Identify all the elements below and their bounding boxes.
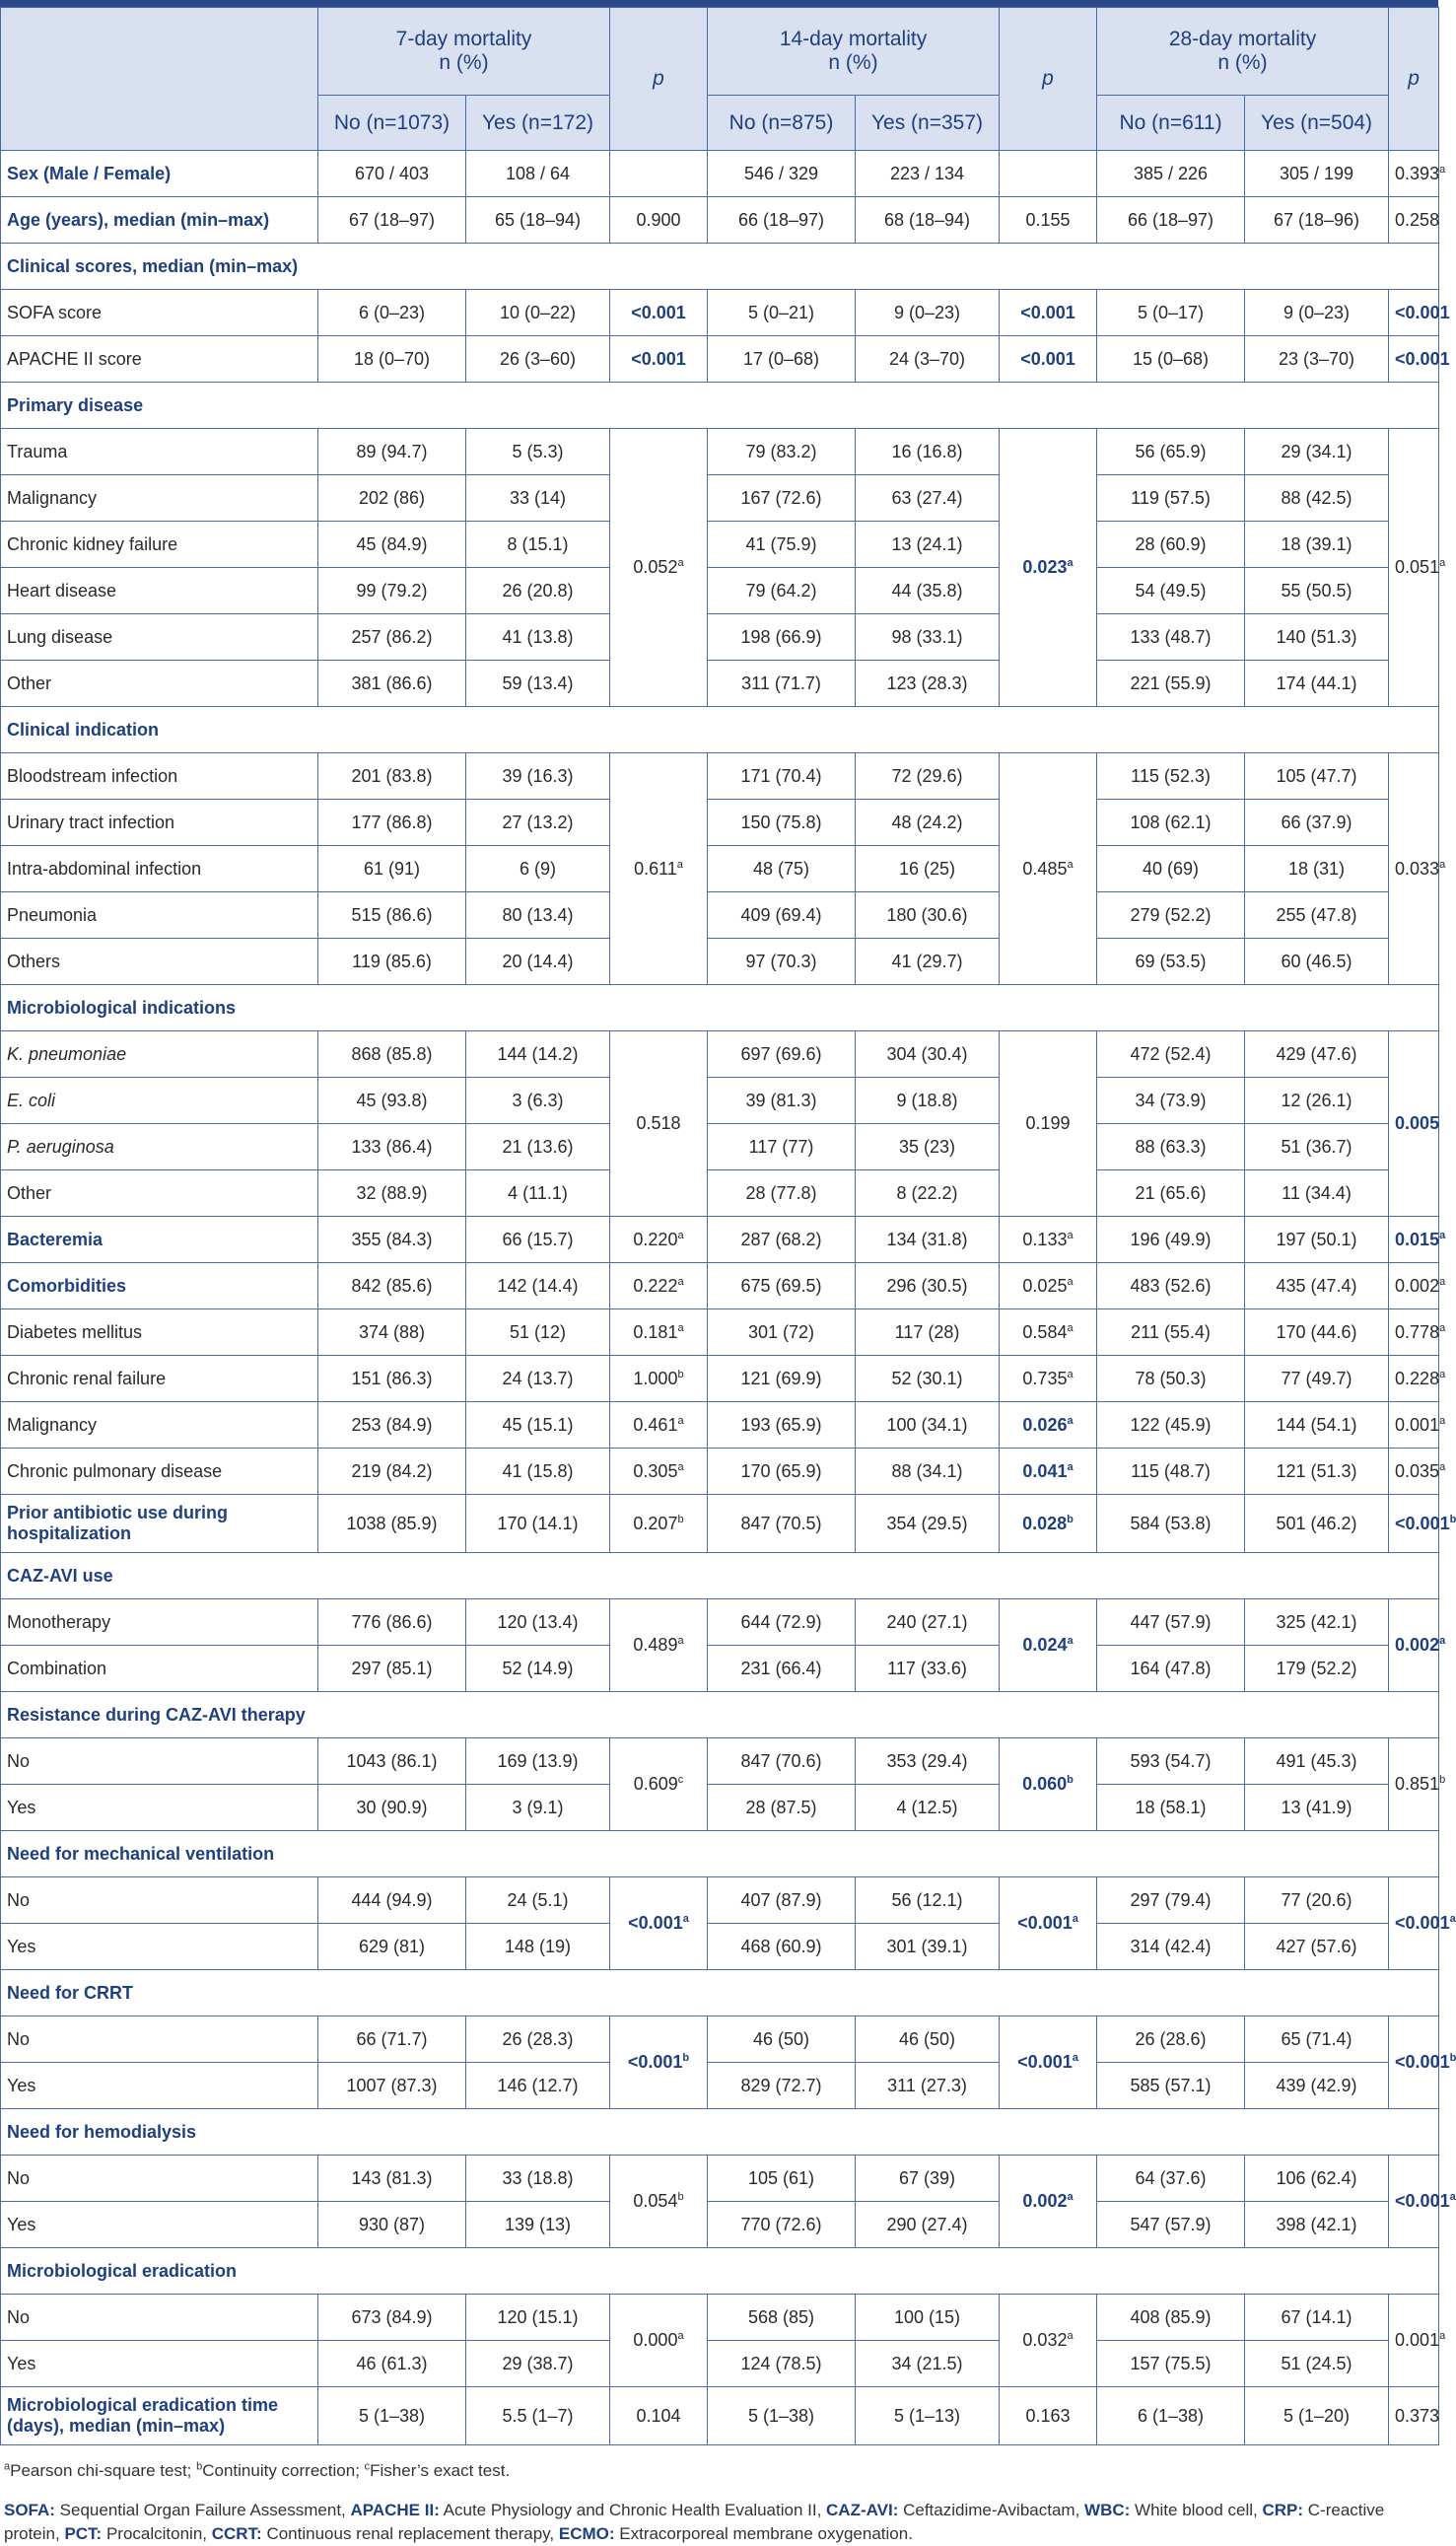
table-row: SOFA score 6 (0–23) 10 (0–22) <0.001 5 (0–21) 9 (0–23) <0.001 5 (0–17) 9 (0–23) <0.001 [1, 290, 1439, 336]
top-accent-bar [0, 0, 1438, 7]
table-row: Combination 297 (85.1) 52 (14.9) 231 (66.4) 117 (33.6) 164 (47.8) 179 (52.2) [1, 1646, 1439, 1692]
header-28day: 28-day mortality n (%) [1097, 8, 1389, 96]
table-row: Others 119 (85.6) 20 (14.4) 97 (70.3) 41 (29.7) 69 (53.5) 60 (46.5) [1, 939, 1439, 985]
table-row: Yes 629 (81) 148 (19) 468 (60.9) 301 (39.1) 314 (42.4) 427 (57.6) [1, 1924, 1439, 1970]
table-row: Other 381 (86.6) 59 (13.4) 311 (71.7) 123 (28.3) 221 (55.9) 174 (44.1) [1, 661, 1439, 707]
header-p28: p [1389, 8, 1439, 151]
table-row: Yes 1007 (87.3) 146 (12.7) 829 (72.7) 311 (27.3) 585 (57.1) 439 (42.9) [1, 2063, 1439, 2109]
header-no28: No (n=611) [1097, 96, 1245, 151]
table-row: Yes 930 (87) 139 (13) 770 (72.6) 290 (27.4) 547 (57.9) 398 (42.1) [1, 2202, 1439, 2248]
table-row: Chronic kidney failure 45 (84.9) 8 (15.1) 41 (75.9) 13 (24.1) 28 (60.9) 18 (39.1) [1, 522, 1439, 568]
section-row: CAZ-AVI use [1, 1553, 1439, 1599]
section-row: Microbiological indications [1, 985, 1439, 1031]
header-blank [1, 8, 318, 151]
table-row: Yes 46 (61.3) 29 (38.7) 124 (78.5) 34 (21.5) 157 (75.5) 51 (24.5) [1, 2341, 1439, 2387]
header-yes7: Yes (n=172) [466, 96, 610, 151]
table-row: Trauma 89 (94.7) 5 (5.3) 0.052$^a$ 79 (83.2) 16 (16.8) 0.023$^a$ 56 (65.9) 29 (34.1) 0.051$^a$ [1, 429, 1439, 475]
table-row: E. coli 45 (93.8) 3 (6.3) 39 (81.3) 9 (18.8) 34 (73.9) 12 (26.1) [1, 1078, 1439, 1124]
abbreviations-footnote: SOFA: Sequential Organ Failure Assessment, APACHE II: Acute Physiology and Chronic Health Evaluation II, CAZ-AVI: Ceftazidime-Avibactam, WBC: White blood cell, CRP: C-reactive protein, PCT: Procalcitonin, CCRT: Continuous renal replacement therapy, ECMO: Extracorporeal membrane oxygenation. [4, 2501, 1385, 2543]
table-row: Pneumonia 515 (86.6) 80 (13.4) 409 (69.4) 180 (30.6) 279 (52.2) 255 (47.8) [1, 892, 1439, 939]
table-row: Chronic renal failure 151 (86.3) 24 (13.7) 1.000$^b$ 121 (69.9) 52 (30.1) 0.735$^a$ 78 (50.3) 77 (49.7) 0.228$^a$ [1, 1356, 1439, 1402]
section-row: Need for CRRT [1, 1970, 1439, 2016]
table-row: K. pneumoniae 868 (85.8) 144 (14.2) 0.518 697 (69.6) 304 (30.4) 0.199 472 (52.4) 429 (47.6) 0.005 [1, 1031, 1439, 1078]
table-row: No 66 (71.7) 26 (28.3) <0.001$^b$ 46 (50) 46 (50) <0.001$^a$ 26 (28.6) 65 (71.4) <0.001$^b$ [1, 2016, 1439, 2063]
header-yes28: Yes (n=504) [1245, 96, 1389, 151]
table-row: Comorbidities 842 (85.6) 142 (14.4) 0.222$^a$ 675 (69.5) 296 (30.5) 0.025$^a$ 483 (52.6) 435 (47.4) 0.002$^a$ [1, 1263, 1439, 1309]
section-row: Resistance during CAZ-AVI therapy [1, 1692, 1439, 1738]
test-footnote: $^a$Pearson chi-square test; $^b$Continuity correction; $^c$Fisher’s exact test. [4, 2460, 511, 2480]
table-row: Chronic pulmonary disease 219 (84.2) 41 (15.8) 0.305$^a$ 170 (65.9) 88 (34.1) 0.041$^a$ 115 (48.7) 121 (51.3) 0.035$^a$ [1, 1449, 1439, 1495]
table-row: Other 32 (88.9) 4 (11.1) 28 (77.8) 8 (22.2) 21 (65.6) 11 (34.4) [1, 1170, 1439, 1217]
section-row: Microbiological eradication [1, 2248, 1439, 2295]
table-row: P. aeruginosa 133 (86.4) 21 (13.6) 117 (77) 35 (23) 88 (63.3) 51 (36.7) [1, 1124, 1439, 1170]
table-row: Prior antibiotic use during hospitalization 1038 (85.9) 170 (14.1) 0.207$^b$ 847 (70.5) 354 (29.5) 0.028$^b$ 584 (53.8) 501 (46.2) <0.001$^b$ [1, 1495, 1439, 1553]
header-no7: No (n=1073) [318, 96, 466, 151]
table-row: Yes 30 (90.9) 3 (9.1) 28 (87.5) 4 (12.5) 18 (58.1) 13 (41.9) [1, 1785, 1439, 1831]
table-row: Sex (Male / Female) 670 / 403 108 / 64 546 / 329 223 / 134 385 / 226 305 / 199 0.393$^a$ [1, 151, 1439, 197]
table-row: Microbiological eradication time (days), median (min–max) 5 (1–38) 5.5 (1–7) 0.104 5 (1–38) 5 (1–13) 0.163 6 (1–38) 5 (1–20) 0.373 [1, 2387, 1439, 2445]
table-row: Urinary tract infection 177 (86.8) 27 (13.2) 150 (75.8) 48 (24.2) 108 (62.1) 66 (37.9) [1, 800, 1439, 846]
table-row: Diabetes mellitus 374 (88) 51 (12) 0.181$^a$ 301 (72) 117 (28) 0.584$^a$ 211 (55.4) 170 (44.6) 0.778$^a$ [1, 1309, 1439, 1356]
table-row: Intra-abdominal infection 61 (91) 6 (9) 48 (75) 16 (25) 40 (69) 18 (31) [1, 846, 1439, 892]
header-7day: 7-day mortality n (%) [318, 8, 610, 96]
table-row: Malignancy 253 (84.9) 45 (15.1) 0.461$^a$ 193 (65.9) 100 (34.1) 0.026$^a$ 122 (45.9) 144 (54.1) 0.001$^a$ [1, 1402, 1439, 1449]
section-row: Clinical scores, median (min–max) [1, 244, 1439, 290]
table-row: No 1043 (86.1) 169 (13.9) 0.609$^c$ 847 (70.6) 353 (29.4) 0.060$^b$ 593 (54.7) 491 (45.3) 0.851$^b$ [1, 1738, 1439, 1785]
section-row: Need for hemodialysis [1, 2109, 1439, 2156]
table-row: Age (years), median (min–max) 67 (18–97) 65 (18–94) 0.900 66 (18–97) 68 (18–94) 0.155 66 (18–97) 67 (18–96) 0.258 [1, 197, 1439, 244]
table-row: No 143 (81.3) 33 (18.8) 0.054$^b$ 105 (61) 67 (39) 0.002$^a$ 64 (37.6) 106 (62.4) <0.001$^a$ [1, 2156, 1439, 2202]
header-14day: 14-day mortality n (%) [708, 8, 1000, 96]
table-row: APACHE II score 18 (0–70) 26 (3–60) <0.001 17 (0–68) 24 (3–70) <0.001 15 (0–68) 23 (3–70) <0.001 [1, 336, 1439, 383]
table-row: Bacteremia 355 (84.3) 66 (15.7) 0.220$^a$ 287 (68.2) 134 (31.8) 0.133$^a$ 196 (49.9) 197 (50.1) 0.015$^a$ [1, 1217, 1439, 1263]
table-row: Malignancy 202 (86) 33 (14) 167 (72.6) 63 (27.4) 119 (57.5) 88 (42.5) [1, 475, 1439, 522]
table-row: Lung disease 257 (86.2) 41 (13.8) 198 (66.9) 98 (33.1) 133 (48.7) 140 (51.3) [1, 614, 1439, 661]
table-row: Bloodstream infection 201 (83.8) 39 (16.3) 0.611$^a$ 171 (70.4) 72 (29.6) 0.485$^a$ 115 (52.3) 105 (47.7) 0.033$^a$ [1, 753, 1439, 800]
mortality-table [0, 7, 1456, 2445]
section-row: Need for mechanical ventilation [1, 1831, 1439, 1877]
section-row: Clinical indication [1, 707, 1439, 753]
table-row: No 444 (94.9) 24 (5.1) <0.001$^a$ 407 (87.9) 56 (12.1) <0.001$^a$ 297 (79.4) 77 (20.6) <0.001$^a$ [1, 1877, 1439, 1924]
header-yes14: Yes (n=357) [856, 96, 1000, 151]
header-no14: No (n=875) [708, 96, 856, 151]
table-footnotes [0, 2445, 1438, 2546]
header-p14: p [1000, 8, 1097, 151]
section-row: Primary disease [1, 383, 1439, 429]
table-row: Monotherapy 776 (86.6) 120 (13.4) 0.489$^a$ 644 (72.9) 240 (27.1) 0.024$^a$ 447 (57.9) 325 (42.1) 0.002$^a$ [1, 1599, 1439, 1646]
header-p7: p [610, 8, 708, 151]
table-row: Heart disease 99 (79.2) 26 (20.8) 79 (64.2) 44 (35.8) 54 (49.5) 55 (50.5) [1, 568, 1439, 614]
table-row: No 673 (84.9) 120 (15.1) 0.000$^a$ 568 (85) 100 (15) 0.032$^a$ 408 (85.9) 67 (14.1) 0.001$^a$ [1, 2295, 1439, 2341]
